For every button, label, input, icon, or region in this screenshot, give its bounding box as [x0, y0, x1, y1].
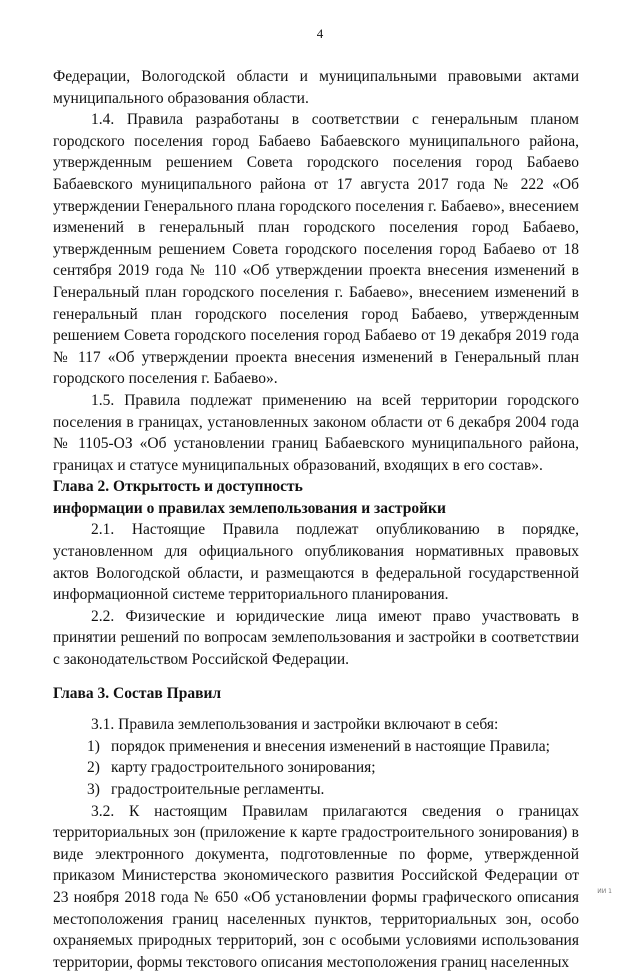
paragraph-2-2: 2.2. Физические и юридические лица имеют право участвовать в принятии решений по вопросам землепользования и застройки в соответствии с законодательством Российской Федерации. [53, 607, 579, 669]
paragraph-3-1: 3.1. Правила землепользования и застройки включают в себя: [91, 716, 499, 734]
chapter-2-title-line-2: информации о правилах землепользования и застройки [53, 499, 446, 517]
list-item [53, 757, 579, 779]
paragraph-1-5: 1.5. Правила подлежат применению на всей территории городского поселения в границах, установленных законом области от 6 декабря 2004 года № 1105-ОЗ «Об установлении границ Бабаевского муниципального района, границах и статусе муниципальных образований, входящих в его состав». [53, 391, 579, 474]
list-item-number: 3) [87, 781, 100, 798]
document-body [53, 66, 579, 973]
paragraph-3-2: 3.2. К настоящим Правилам прилагаются сведения о границах территориальных зон (приложение к карте градостроительного зонирования) в виде электронного документа, подготовленные по форме, утвержденной приказом Министерства экономического развития Российской Федерации от 23 ноября 2018 года № 650 «Об установлении формы графического описания местоположения границ населенных пунктов, территориальных зон, особо охраняемых природных территорий, зон с особыми условиями использования территории, формы текстового описания местоположения границ населенных [53, 802, 579, 971]
list-3-1 [53, 736, 579, 801]
list-item [53, 779, 579, 801]
paragraph-2-1: 2.1. Настоящие Правила подлежат опубликованию в порядке, установленном для официального опубликования нормативных правовых актов Вологодской области, и размещаются в федеральной государственной информационной системе территориального планирования. [53, 521, 579, 604]
scan-mark: ИИ 1 [597, 888, 612, 895]
list-item-number: 2) [87, 759, 100, 777]
paragraph-continued: Федерации, Вологодской области и муниципальными правовыми актами муниципального образования области. [53, 68, 579, 107]
list-item-text: порядок применения и внесения изменений в настоящие Правила; [111, 737, 550, 755]
chapter-3-title: Глава 3. Состав Правил [53, 684, 222, 702]
list-item [53, 736, 579, 758]
paragraph-1-4: 1.4. Правила разработаны в соответствии с генеральным планом городского поселения город Бабаево Бабаевского муниципального района, утвержденным решением Совета городского поселения город Бабаево Бабаевского муниципального района от 17 августа 2017 года № 222 «Об утверждении Генерального плана городского поселения г. Бабаево», внесением изменений в генеральный план городского поселения город Бабаево, утвержденным решением Совета городского поселения город Бабаево от 18 сентября 2019 года № 110 «Об утверждении проекта внесения изменений в Генеральный план городского поселения г. Бабаево», внесением изменений в генеральный план городского поселения город Бабаево, утвержденным решением Совета городского поселения город Бабаево от 19 декабря 2019 года № 117 «Об утверждении проекта внесения изменений в Генеральный план городского поселения г. Бабаево». [53, 111, 579, 388]
list-item-number: 1) [87, 737, 100, 755]
list-item-text: карту градостроительного зонирования; [111, 759, 376, 777]
chapter-2-title-line-1: Глава 2. Открытость и доступность [53, 478, 303, 496]
page-number: 4 [316, 26, 324, 41]
list-item-text: градостроительные регламенты. [111, 781, 325, 798]
